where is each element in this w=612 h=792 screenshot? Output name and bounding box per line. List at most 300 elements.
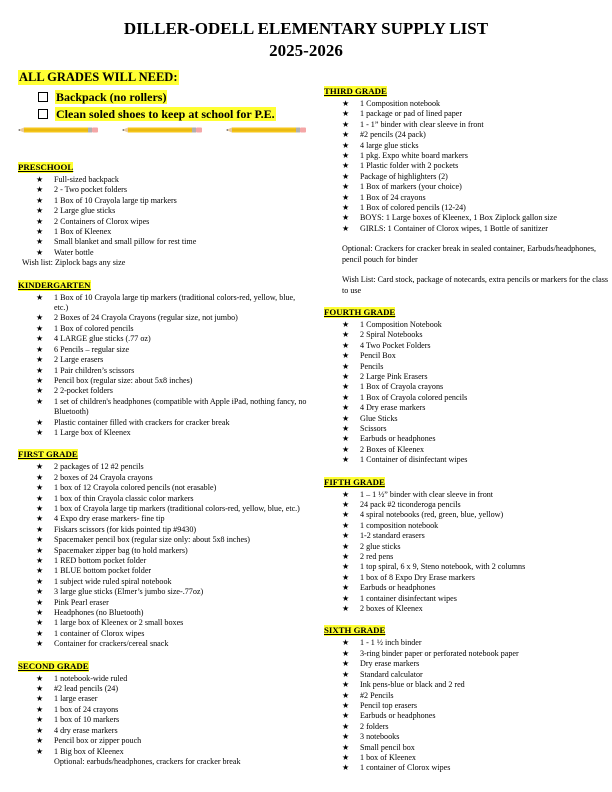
star-bullet-icon: ★ bbox=[342, 732, 350, 742]
list-item bbox=[18, 324, 310, 334]
star-bullet-icon: ★ bbox=[36, 514, 44, 524]
list-item-text: 2 Large erasers bbox=[54, 355, 104, 365]
list-item-text: 1 box of thin Crayola classic color markers bbox=[54, 493, 194, 503]
section-heading: FOURTH GRADE bbox=[324, 306, 396, 317]
item-list bbox=[18, 674, 310, 757]
star-bullet-icon: ★ bbox=[342, 500, 350, 509]
list-item-text: 2 Large Pink Erasers bbox=[360, 371, 428, 381]
star-bullet-icon: ★ bbox=[342, 361, 350, 371]
list-item bbox=[18, 237, 310, 247]
list-item bbox=[324, 182, 609, 192]
list-item-text: Package of highlighters (2) bbox=[360, 171, 448, 181]
all-grades-block bbox=[18, 68, 276, 122]
star-bullet-icon: ★ bbox=[36, 725, 44, 735]
list-item bbox=[324, 351, 609, 361]
list-item-text: Headphones (no Bluetooth) bbox=[54, 608, 144, 618]
list-item-text: 1 Composition notebook bbox=[360, 99, 441, 108]
star-bullet-icon: ★ bbox=[36, 216, 44, 226]
list-item bbox=[324, 393, 609, 403]
list-item-text: 1 Box of 24 crayons bbox=[360, 192, 426, 202]
list-item-text: Water bottle bbox=[54, 247, 94, 257]
list-item bbox=[18, 535, 310, 545]
list-item-text: 1 Box of colored pencils (12-24) bbox=[360, 203, 466, 213]
star-bullet-icon: ★ bbox=[342, 455, 350, 465]
list-item-text: Earbuds or headphones bbox=[360, 711, 436, 721]
list-item-text: 1 top spiral, 6 x 9, Steno notebook, with 2 columns bbox=[360, 562, 526, 572]
list-item-text: 1 Pair children’s scissors bbox=[54, 365, 135, 375]
list-item-text: 4 spiral notebooks (red, green, blue, yellow) bbox=[360, 510, 504, 520]
list-item-text: 6 Pencils – regular size bbox=[54, 344, 130, 354]
star-bullet-icon: ★ bbox=[36, 493, 44, 503]
star-bullet-icon: ★ bbox=[36, 483, 44, 493]
star-bullet-icon: ★ bbox=[36, 746, 44, 756]
list-item-text: 24 pack #2 ticonderoga pencils bbox=[360, 500, 461, 509]
star-bullet-icon: ★ bbox=[342, 680, 350, 690]
star-bullet-icon: ★ bbox=[342, 223, 350, 233]
list-item bbox=[324, 701, 609, 711]
list-item bbox=[18, 504, 310, 514]
list-item-text: Plastic container filled with crackers for cracker break bbox=[54, 417, 230, 427]
list-item-text: 2 packages of 12 #2 pencils bbox=[54, 462, 144, 472]
list-item bbox=[324, 203, 609, 213]
list-item-text: Pencils bbox=[360, 361, 384, 371]
list-item bbox=[324, 109, 609, 119]
list-item bbox=[324, 193, 609, 203]
star-bullet-icon: ★ bbox=[36, 639, 44, 649]
star-bullet-icon: ★ bbox=[342, 752, 350, 762]
list-item bbox=[18, 608, 310, 618]
list-item-text: 1 Plastic folder with 2 pockets bbox=[360, 161, 459, 171]
all-grades-item bbox=[38, 88, 276, 105]
list-item-text: 2 Boxes of Kleenex bbox=[360, 444, 425, 454]
list-item-text: #2 lead pencils (24) bbox=[54, 684, 119, 694]
star-bullet-icon: ★ bbox=[342, 604, 350, 614]
star-bullet-icon: ★ bbox=[36, 673, 44, 683]
list-item bbox=[18, 726, 310, 736]
section-heading: PRESCHOOL bbox=[18, 162, 74, 172]
star-bullet-icon: ★ bbox=[342, 171, 350, 181]
star-bullet-icon: ★ bbox=[36, 313, 44, 323]
star-bullet-icon: ★ bbox=[36, 386, 44, 396]
list-item bbox=[324, 99, 609, 109]
list-item-text: Small blanket and small pillow for rest time bbox=[54, 237, 197, 247]
list-item bbox=[324, 680, 609, 690]
list-item bbox=[18, 418, 310, 428]
list-item bbox=[324, 120, 609, 130]
list-item bbox=[18, 494, 310, 504]
star-bullet-icon: ★ bbox=[36, 597, 44, 607]
section-third-grade bbox=[324, 81, 609, 296]
star-bullet-icon: ★ bbox=[342, 371, 350, 381]
list-item bbox=[18, 313, 310, 323]
section-first-grade bbox=[18, 444, 310, 649]
star-bullet-icon: ★ bbox=[36, 736, 44, 746]
list-item-text: 1 Box of markers (your choice) bbox=[360, 182, 462, 192]
list-item-text: Spacemaker pencil box (regular size only: about 5x8 inches) bbox=[54, 535, 250, 545]
list-item bbox=[18, 587, 310, 597]
optional-note: Optional: earbuds/headphones, crackers for cracker break bbox=[54, 756, 241, 766]
star-bullet-icon: ★ bbox=[36, 185, 44, 195]
list-item bbox=[18, 196, 310, 206]
star-bullet-icon: ★ bbox=[36, 344, 44, 354]
list-item bbox=[324, 573, 609, 583]
item-list bbox=[324, 320, 609, 466]
list-item bbox=[18, 736, 310, 746]
star-bullet-icon: ★ bbox=[36, 472, 44, 482]
list-item bbox=[324, 224, 609, 234]
list-item-text: 1 RED bottom pocket folder bbox=[54, 556, 147, 565]
list-item-text: 2 red pens bbox=[360, 552, 394, 562]
list-item bbox=[324, 414, 609, 424]
list-item-text: Pencil box or zipper pouch bbox=[54, 736, 142, 746]
list-item bbox=[18, 684, 310, 694]
list-item-text: 2 folders bbox=[360, 721, 389, 731]
list-item-text: 1 Box of 10 Crayola large tip markers bbox=[54, 195, 177, 205]
list-item-text: GIRLS: 1 Container of Clorox wipes, 1 Bottle of sanitizer bbox=[360, 223, 548, 233]
list-item bbox=[324, 670, 609, 680]
list-item bbox=[324, 434, 609, 444]
list-item bbox=[18, 639, 310, 649]
wish-list-note: Wish list: Ziplock bags any size bbox=[22, 258, 126, 268]
section-heading: FIRST GRADE bbox=[18, 449, 78, 460]
star-bullet-icon: ★ bbox=[36, 628, 44, 638]
list-item-text: 2 - Two pocket folders bbox=[54, 185, 128, 195]
list-item-text: Container for crackers/cereal snack bbox=[54, 639, 169, 649]
item-list bbox=[324, 638, 609, 773]
list-item bbox=[18, 334, 310, 344]
list-item-text: 2 boxes of 24 Crayola crayons bbox=[54, 472, 153, 482]
list-item-text: 1 pkg. Expo white board markers bbox=[360, 151, 468, 161]
list-item bbox=[324, 500, 609, 510]
list-item bbox=[324, 552, 609, 562]
section-fourth-grade bbox=[324, 302, 609, 466]
list-item-text: 1 Container of disinfectant wipes bbox=[360, 455, 468, 465]
list-item-text: Earbuds or headphones bbox=[360, 434, 436, 444]
list-item bbox=[324, 161, 609, 171]
star-bullet-icon: ★ bbox=[36, 535, 44, 545]
star-bullet-icon: ★ bbox=[342, 763, 350, 773]
list-item-text: Pencil top erasers bbox=[360, 700, 418, 710]
list-item-text: 1 Large box of Kleenex bbox=[54, 427, 131, 437]
star-bullet-icon: ★ bbox=[342, 444, 350, 454]
list-item bbox=[324, 562, 609, 572]
right-column bbox=[324, 81, 609, 780]
star-bullet-icon: ★ bbox=[342, 213, 350, 223]
star-bullet-icon: ★ bbox=[36, 375, 44, 385]
list-item-text: Dry erase markers bbox=[360, 659, 420, 669]
list-item bbox=[18, 694, 310, 704]
list-item-text: 1 box of Crayola large tip markers (traditional colors-red, yellow, blue, etc.) bbox=[54, 503, 300, 513]
list-item-text: 3-ring binder paper or perforated notebook paper bbox=[360, 648, 519, 658]
wish-list-note: Wish List: Card stock, package of notecards, extra pencils or markers for the class to use bbox=[342, 275, 609, 295]
star-bullet-icon: ★ bbox=[342, 413, 350, 423]
list-item bbox=[324, 743, 609, 753]
list-item-text: 1 BLUE bottom pocket folder bbox=[54, 566, 152, 576]
star-bullet-icon: ★ bbox=[36, 195, 44, 205]
list-item bbox=[324, 638, 609, 648]
star-bullet-icon: ★ bbox=[342, 109, 350, 119]
list-item-text: 1 container of Clorox wipes bbox=[360, 763, 451, 773]
star-bullet-icon: ★ bbox=[342, 583, 350, 593]
list-item bbox=[324, 711, 609, 721]
star-bullet-icon: ★ bbox=[342, 690, 350, 700]
star-bullet-icon: ★ bbox=[342, 562, 350, 572]
list-item-text: 2 boxes of Kleenex bbox=[360, 604, 423, 614]
list-item-text: 1 package or pad of lined paper bbox=[360, 109, 463, 119]
list-item-text: Fiskars scissors (for kids pointed tip #9430) bbox=[54, 524, 197, 534]
page-title: DILLER-ODELL ELEMENTARY SUPPLY LIST bbox=[123, 19, 489, 38]
list-item bbox=[18, 345, 310, 355]
star-bullet-icon: ★ bbox=[36, 247, 44, 257]
list-item-text: Small pencil box bbox=[360, 742, 415, 752]
school-year: 2025-2026 bbox=[269, 41, 343, 60]
list-item-text: 3 notebooks bbox=[360, 732, 400, 742]
list-item-text: 1 Big box of Kleenex bbox=[54, 746, 124, 756]
all-grades-item-text: Clean soled shoes to keep at school for P.E. bbox=[56, 106, 275, 121]
list-item-text: 4 large glue sticks bbox=[360, 140, 419, 150]
list-item bbox=[18, 674, 310, 684]
star-bullet-icon: ★ bbox=[342, 648, 350, 658]
list-item-text: #2 pencils (24 pack) bbox=[360, 130, 426, 140]
list-item-text: 2 Spiral Notebooks bbox=[360, 330, 423, 340]
list-item bbox=[18, 598, 310, 608]
list-item-text: 2 Containers of Clorox wipes bbox=[54, 216, 150, 226]
star-bullet-icon: ★ bbox=[342, 392, 350, 402]
list-item bbox=[324, 542, 609, 552]
item-list bbox=[324, 99, 609, 234]
list-item bbox=[324, 722, 609, 732]
list-item-text: 1 Box of Kleenex bbox=[54, 227, 112, 237]
list-item bbox=[18, 355, 310, 365]
list-item bbox=[324, 151, 609, 161]
list-item bbox=[324, 330, 609, 340]
star-bullet-icon: ★ bbox=[342, 99, 350, 108]
list-item-text: 1 subject wide ruled spiral notebook bbox=[54, 576, 172, 586]
optional-note: Optional: Crackers for cracker break in sealed container, Earbuds/headphones, pencil pouch for binder bbox=[342, 244, 597, 264]
list-item-text: 4 Dry erase markers bbox=[360, 403, 426, 413]
star-bullet-icon: ★ bbox=[342, 489, 350, 499]
star-bullet-icon: ★ bbox=[36, 206, 44, 216]
list-item bbox=[324, 172, 609, 182]
list-item-text: 2 glue sticks bbox=[360, 541, 401, 551]
list-item-text: 1 box of 12 Crayola colored pencils (not erasable) bbox=[54, 483, 217, 493]
star-bullet-icon: ★ bbox=[342, 572, 350, 582]
star-bullet-icon: ★ bbox=[36, 427, 44, 437]
list-item-text: 4 dry erase markers bbox=[54, 725, 118, 735]
list-item bbox=[324, 604, 609, 614]
star-bullet-icon: ★ bbox=[36, 524, 44, 534]
list-item-text: Standard calculator bbox=[360, 669, 423, 679]
list-item bbox=[18, 185, 310, 195]
list-item bbox=[18, 525, 310, 535]
list-item bbox=[18, 546, 310, 556]
star-bullet-icon: ★ bbox=[342, 119, 350, 129]
star-bullet-icon: ★ bbox=[36, 566, 44, 576]
star-bullet-icon: ★ bbox=[342, 711, 350, 721]
item-list bbox=[324, 490, 609, 615]
all-grades-item-text: Backpack (no rollers) bbox=[56, 89, 167, 104]
pencil-icon bbox=[18, 127, 98, 133]
list-item bbox=[18, 248, 310, 258]
list-item bbox=[18, 705, 310, 715]
list-item bbox=[18, 175, 310, 185]
list-item bbox=[18, 428, 310, 438]
list-item-text: 2 2-pocket folders bbox=[54, 386, 113, 396]
list-item-text: Pencil Box bbox=[360, 351, 396, 361]
star-bullet-icon: ★ bbox=[342, 330, 350, 340]
list-item bbox=[18, 715, 310, 725]
star-bullet-icon: ★ bbox=[342, 403, 350, 413]
all-grades-heading: ALL GRADES WILL NEED: bbox=[19, 70, 178, 84]
star-bullet-icon: ★ bbox=[342, 638, 350, 648]
pencil-divider bbox=[18, 127, 308, 135]
list-item bbox=[18, 462, 310, 472]
list-item-text: 1 - 1” binder with clear sleeve in front bbox=[360, 119, 484, 129]
all-grades-item bbox=[38, 105, 276, 122]
list-item bbox=[18, 483, 310, 493]
checkbox-icon bbox=[38, 109, 48, 119]
list-item-text: 1 Box of Crayola crayons bbox=[360, 382, 444, 392]
list-item bbox=[324, 141, 609, 151]
list-item-text: 2 Boxes of 24 Crayola Crayons (regular size, not jumbo) bbox=[54, 313, 238, 323]
star-bullet-icon: ★ bbox=[36, 704, 44, 714]
item-list bbox=[18, 175, 310, 258]
list-item bbox=[18, 514, 310, 524]
list-item bbox=[324, 490, 609, 500]
list-item-text: 1 - 1 ½ inch binder bbox=[360, 638, 422, 648]
list-item-text: 1 notebook-wide ruled bbox=[54, 673, 128, 683]
list-item bbox=[18, 206, 310, 216]
list-item-text: 1 box of 10 markers bbox=[54, 715, 120, 725]
list-item-text: #2 Pencils bbox=[360, 690, 394, 700]
star-bullet-icon: ★ bbox=[342, 669, 350, 679]
list-item-text: 1 box of 24 crayons bbox=[54, 704, 119, 714]
section-heading: FIFTH GRADE bbox=[324, 476, 385, 487]
star-bullet-icon: ★ bbox=[342, 382, 350, 392]
list-item-text: 1 composition notebook bbox=[360, 520, 439, 530]
star-bullet-icon: ★ bbox=[342, 130, 350, 140]
star-bullet-icon: ★ bbox=[342, 541, 350, 551]
list-item bbox=[18, 293, 310, 314]
star-bullet-icon: ★ bbox=[342, 203, 350, 213]
list-item bbox=[18, 556, 310, 566]
list-item-text: Pink Pearl eraser bbox=[54, 597, 109, 607]
list-item-text: 1 Box of colored pencils bbox=[54, 323, 134, 333]
checkbox-icon bbox=[38, 92, 48, 102]
section-heading: KINDERGARTEN bbox=[18, 279, 91, 290]
list-item bbox=[324, 445, 609, 455]
list-item-text: 1 set of children's headphones (compatible with Apple iPad, nothing fancy, no Bluetooth) bbox=[54, 396, 307, 417]
list-item bbox=[324, 341, 609, 351]
star-bullet-icon: ★ bbox=[36, 417, 44, 427]
list-item-text: 1 box of 8 Expo Dry Erase markers bbox=[360, 572, 475, 582]
star-bullet-icon: ★ bbox=[342, 520, 350, 530]
star-bullet-icon: ★ bbox=[342, 340, 350, 350]
section-heading: SECOND GRADE bbox=[18, 660, 89, 671]
list-item-text: 1 Composition Notebook bbox=[360, 319, 442, 329]
list-item bbox=[324, 521, 609, 531]
list-item-text: Glue Sticks bbox=[360, 413, 398, 423]
star-bullet-icon: ★ bbox=[36, 556, 44, 565]
list-item-text: 3 large glue sticks (Elmer’s jumbo size-.77oz) bbox=[54, 587, 204, 597]
list-item bbox=[324, 753, 609, 763]
list-item-text: 4 Two Pocket Folders bbox=[360, 340, 431, 350]
star-bullet-icon: ★ bbox=[342, 659, 350, 669]
star-bullet-icon: ★ bbox=[342, 510, 350, 520]
list-item bbox=[324, 659, 609, 669]
section-second-grade bbox=[18, 656, 310, 768]
list-item bbox=[324, 763, 609, 773]
section-heading: THIRD GRADE bbox=[324, 86, 387, 96]
list-item bbox=[324, 362, 609, 372]
list-item bbox=[324, 594, 609, 604]
list-item bbox=[324, 649, 609, 659]
star-bullet-icon: ★ bbox=[36, 684, 44, 694]
list-item bbox=[18, 366, 310, 376]
star-bullet-icon: ★ bbox=[342, 151, 350, 161]
pencil-icon bbox=[226, 127, 306, 133]
star-bullet-icon: ★ bbox=[342, 552, 350, 562]
list-item bbox=[18, 618, 310, 628]
list-item-text: 1-2 standard erasers bbox=[360, 531, 425, 541]
star-bullet-icon: ★ bbox=[342, 182, 350, 192]
list-item bbox=[18, 566, 310, 576]
list-item bbox=[324, 372, 609, 382]
list-item-text: Scissors bbox=[360, 423, 387, 433]
star-bullet-icon: ★ bbox=[342, 434, 350, 444]
star-bullet-icon: ★ bbox=[36, 365, 44, 375]
list-item bbox=[18, 747, 310, 757]
section-preschool bbox=[18, 157, 310, 269]
list-item bbox=[18, 376, 310, 386]
star-bullet-icon: ★ bbox=[36, 715, 44, 725]
item-list bbox=[18, 293, 310, 439]
list-item bbox=[324, 531, 609, 541]
star-bullet-icon: ★ bbox=[36, 396, 44, 406]
list-item-text: 2 Large glue sticks bbox=[54, 206, 116, 216]
star-bullet-icon: ★ bbox=[342, 319, 350, 329]
list-item bbox=[324, 213, 609, 223]
star-bullet-icon: ★ bbox=[36, 545, 44, 555]
list-item-text: Spacemaker zipper bag (to hold markers) bbox=[54, 545, 188, 555]
item-list bbox=[18, 462, 310, 649]
star-bullet-icon: ★ bbox=[36, 618, 44, 628]
list-item bbox=[324, 424, 609, 434]
star-bullet-icon: ★ bbox=[342, 593, 350, 603]
list-item bbox=[18, 227, 310, 237]
star-bullet-icon: ★ bbox=[342, 161, 350, 171]
star-bullet-icon: ★ bbox=[36, 694, 44, 704]
list-item-text: 1 container disinfectant wipes bbox=[360, 593, 457, 603]
list-item-text: BOYS: 1 Large boxes of Kleenex, 1 Box Ziplock gallon size bbox=[360, 213, 557, 223]
star-bullet-icon: ★ bbox=[36, 462, 44, 472]
left-column bbox=[18, 157, 310, 773]
star-bullet-icon: ★ bbox=[36, 227, 44, 237]
list-item-text: 4 Expo dry erase markers- fine tip bbox=[54, 514, 165, 524]
star-bullet-icon: ★ bbox=[36, 237, 44, 247]
list-item bbox=[18, 217, 310, 227]
list-item bbox=[324, 732, 609, 742]
star-bullet-icon: ★ bbox=[36, 334, 44, 344]
section-heading: SIXTH GRADE bbox=[324, 625, 386, 636]
pencil-icon bbox=[122, 127, 202, 133]
list-item-text: 1 container of Clorox wipes bbox=[54, 628, 145, 638]
star-bullet-icon: ★ bbox=[36, 608, 44, 618]
list-item bbox=[18, 386, 310, 396]
list-item bbox=[324, 130, 609, 140]
star-bullet-icon: ★ bbox=[36, 587, 44, 597]
star-bullet-icon: ★ bbox=[36, 355, 44, 365]
